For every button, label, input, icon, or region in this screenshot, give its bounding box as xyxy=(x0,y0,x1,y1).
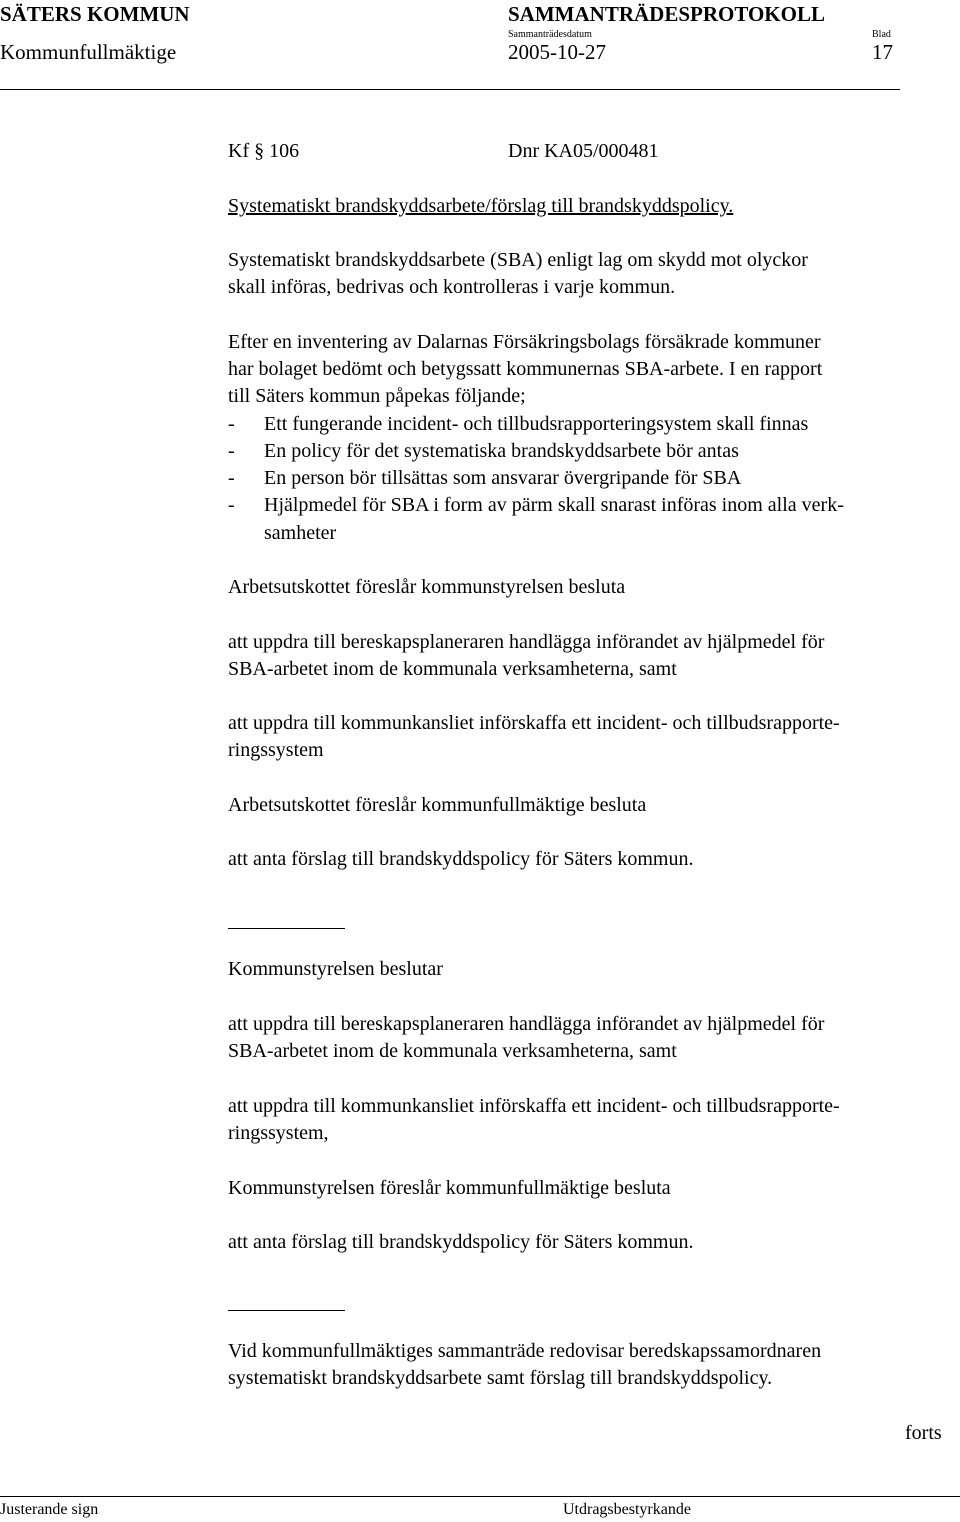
paragraph-line: till Säters kommun påpekas följande; xyxy=(228,385,526,407)
bullet-item: - Hjälpmedel för SBA i form av pärm skall snarast införas inom alla verk- xyxy=(228,494,844,516)
bullet-item: - En person bör tillsättas som ansvarar övergripande för SBA xyxy=(228,467,742,489)
page-label: Blad xyxy=(872,29,891,40)
paragraph-line: ringssystem, xyxy=(228,1122,329,1144)
paragraph-line: att anta förslag till brandskyddspolicy för Säters kommun. xyxy=(228,1231,694,1253)
meeting-date: 2005-10-27 xyxy=(508,40,606,64)
proposal-heading: Kommunstyrelsen föreslår kommunfullmäktige besluta xyxy=(228,1177,671,1199)
paragraph-line: att uppdra till bereskapsplaneraren handlägga införandet av hjälpmedel för xyxy=(228,1013,825,1035)
paragraph-line: att anta förslag till brandskyddspolicy för Säters kommun. xyxy=(228,848,694,870)
separator-line xyxy=(228,1310,345,1311)
header-divider xyxy=(0,89,900,90)
paragraph-line: att uppdra till kommunkansliet införskaffa ett incident- och tillbudsrapporte- xyxy=(228,1095,840,1117)
meeting-body: Kommunfullmäktige xyxy=(0,40,177,64)
paragraph-line: har bolaget bedömt och betygssatt kommunernas SBA-arbete. I en rapport xyxy=(228,358,823,380)
paragraph-line: SBA-arbetet inom de kommunala verksamheterna, samt xyxy=(228,658,677,680)
paragraph-line: skall införas, bedrivas och kontrolleras i varje kommun. xyxy=(228,276,676,298)
section-title: Systematiskt brandskyddsarbete/förslag till brandskyddspolicy. xyxy=(228,195,734,217)
footer-divider xyxy=(0,1496,960,1497)
page-number: 17 xyxy=(872,40,893,64)
paragraph-line: SBA-arbetet inom de kommunala verksamheterna, samt xyxy=(228,1040,677,1062)
bullet-item: - Ett fungerande incident- och tillbudsrapporteringsystem skall finnas xyxy=(228,413,809,435)
bullet-item: - En policy för det systematiska brandskyddsarbete bör antas xyxy=(228,440,739,462)
document-type: SAMMANTRÄDESPROTOKOLL xyxy=(508,2,825,26)
separator-line xyxy=(228,928,345,929)
continued-marker: forts xyxy=(905,1422,942,1444)
bullet-continuation: samheter xyxy=(264,522,337,544)
diary-number: Dnr KA05/000481 xyxy=(508,140,659,162)
paragraph-line: Systematiskt brandskyddsarbete (SBA) enligt lag om skydd mot olyckor xyxy=(228,249,808,271)
footer-extract-certification: Utdragsbestyrkande xyxy=(563,1501,691,1518)
decision-heading: Kommunstyrelsen beslutar xyxy=(228,958,443,980)
org-name: SÄTERS KOMMUN xyxy=(0,2,190,26)
paragraph-line: Efter en inventering av Dalarnas Försäkringsbolags försäkrade kommuner xyxy=(228,331,821,353)
paragraph-line: Vid kommunfullmäktiges sammanträde redovisar beredskapssamordnaren xyxy=(228,1340,822,1362)
footer-adjusting-signature: Justerande sign xyxy=(0,1501,99,1518)
paragraph-line: ringssystem xyxy=(228,739,324,761)
paragraph-line: att uppdra till kommunkansliet införskaffa ett incident- och tillbudsrapporte- xyxy=(228,712,840,734)
proposal-heading: Arbetsutskottet föreslår kommunstyrelsen besluta xyxy=(228,576,626,598)
paragraph-line: systematiskt brandskyddsarbete samt förslag till brandskyddspolicy. xyxy=(228,1367,773,1389)
proposal-heading: Arbetsutskottet föreslår kommunfullmäktige besluta xyxy=(228,794,647,816)
date-label: Sammanträdesdatum xyxy=(508,29,592,40)
paragraph-line: att uppdra till bereskapsplaneraren handlägga införandet av hjälpmedel för xyxy=(228,631,825,653)
section-number: Kf § 106 xyxy=(228,140,300,162)
